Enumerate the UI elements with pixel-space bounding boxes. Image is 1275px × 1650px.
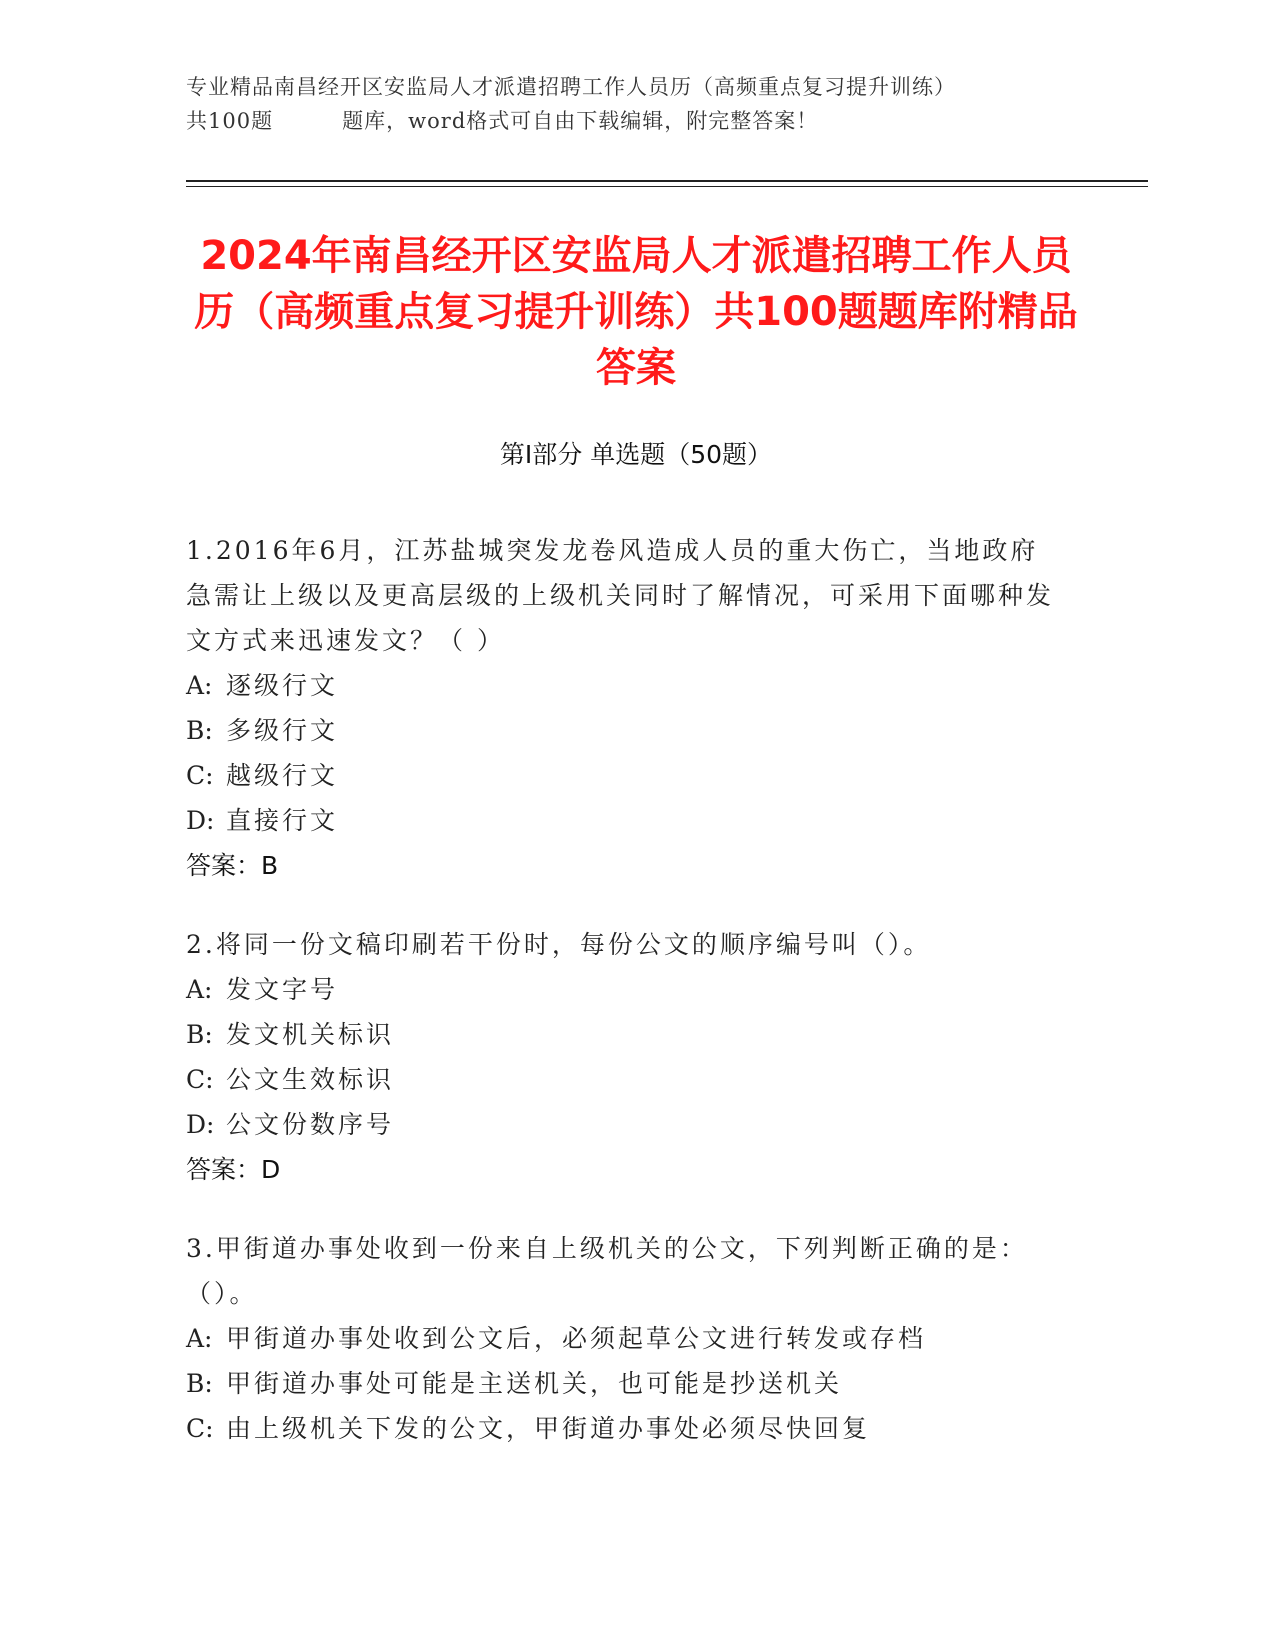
- section-heading: 第I部分 单选题（50题）: [499, 440, 773, 469]
- question-1: [186, 528, 1066, 888]
- option-key: B:: [186, 716, 213, 745]
- header-rule-thin: [186, 186, 1148, 187]
- option-text: 发文字号: [226, 975, 339, 1004]
- document-title: 2024年南昌经开区安监局人才派遣招聘工作人员历（高频重点复习提升训练）共100题题库附精品答案: [194, 233, 1078, 391]
- option-b: [186, 1012, 1066, 1057]
- option-a: [186, 663, 1066, 708]
- option-b: [186, 1361, 1066, 1406]
- option-text: 直接行文: [226, 806, 339, 835]
- option-c: [186, 1406, 1066, 1451]
- option-key: C:: [186, 1065, 214, 1094]
- header-rule-thick: [186, 180, 1148, 182]
- option-b: [186, 708, 1066, 753]
- option-text: 逐级行文: [226, 671, 339, 700]
- question-stem: 3.甲街道办事处收到一份来自上级机关的公文，下列判断正确的是：（）。: [186, 1234, 1028, 1308]
- option-text: 甲街道办事处收到公文后，必须起草公文进行转发或存档: [226, 1324, 927, 1353]
- option-key: B:: [186, 1020, 213, 1049]
- option-text: 发文机关标识: [226, 1020, 395, 1049]
- option-d: [186, 1102, 1066, 1147]
- option-text: 甲街道办事处可能是主送机关，也可能是抄送机关: [226, 1369, 843, 1398]
- option-key: A:: [186, 671, 213, 700]
- question-list: [186, 528, 1066, 1485]
- question-stem: 2.将同一份文稿印刷若干份时，每份公文的顺序编号叫（）。: [186, 930, 932, 959]
- option-a: [186, 967, 1066, 1012]
- option-key: A:: [186, 1324, 213, 1353]
- question-2: [186, 922, 1066, 1192]
- answer-line: 答案：D: [186, 1155, 281, 1184]
- option-key: B:: [186, 1369, 213, 1398]
- option-text: 公文生效标识: [226, 1065, 395, 1094]
- option-c: [186, 1057, 1066, 1102]
- question-stem: 1.2016年6月，江苏盐城突发龙卷风造成人员的重大伤亡，当地政府急需让上级以及更高层级的上级机关同时了解情况，可采用下面哪种发文方式来迅速发文？（ ）: [186, 536, 1055, 655]
- option-key: C:: [186, 1414, 214, 1443]
- option-key: C:: [186, 761, 214, 790]
- option-text: 由上级机关下发的公文，甲街道办事处必须尽快回复: [226, 1414, 871, 1443]
- option-text: 越级行文: [226, 761, 339, 790]
- header-line-2: 共100题 题库，word格式可自由下载编辑，附完整答案！: [186, 109, 819, 133]
- answer-line: 答案：B: [186, 851, 279, 880]
- header-line-1: 专业精品南昌经开区安监局人才派遣招聘工作人员历（高频重点复习提升训练）: [186, 75, 956, 99]
- option-a: [186, 1316, 1066, 1361]
- option-c: [186, 753, 1066, 798]
- option-d: [186, 798, 1066, 843]
- document-header: [186, 70, 1086, 138]
- question-3: [186, 1226, 1066, 1451]
- option-key: D:: [186, 806, 215, 835]
- option-text: 多级行文: [226, 716, 339, 745]
- option-text: 公文份数序号: [226, 1110, 395, 1139]
- option-key: D:: [186, 1110, 215, 1139]
- option-key: A:: [186, 975, 213, 1004]
